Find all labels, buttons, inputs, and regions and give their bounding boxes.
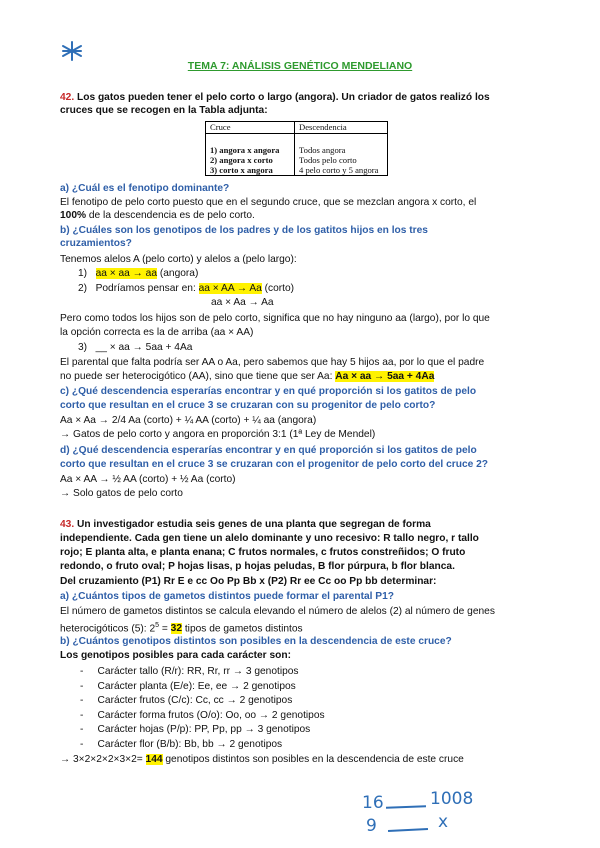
q42-b-intro: Tenemos alelos A (pelo corto) y alelos a (pelo largo):	[60, 254, 297, 265]
q42-statement-2: cruces que se recogen en la Tabla adjunta:	[60, 105, 268, 116]
q42-a-answer-2: 100% de la descendencia es de pelo corto.	[60, 210, 255, 221]
q43-a-answer-2: heterocigóticos (5): $2^5 = 32$ tipos de gametos distintos	[60, 622, 303, 635]
q43-statement-line: rojo; E planta alta, e planta enana; C frutos normales, c frutos constreñidos; O fruto	[60, 547, 466, 558]
crosses-table	[205, 121, 388, 176]
list-item: - Carácter planta (E/e): Ee, ee → 2 genotipos	[80, 680, 296, 692]
q43-a-answer: El número de gametos distintos se calcula elevando el número de alelos (2) al número de genes	[60, 606, 495, 617]
q43-b-final: → 3×2×2×2×3×2= 144 genotipos distintos son posibles en la descendencia de este cruce	[60, 754, 464, 765]
list-item: - Carácter flor (B/b): Bb, bb → 2 genotipos	[80, 738, 283, 750]
handwritten-note: 1008	[430, 789, 474, 809]
q42-d-question-2: corto que resultan en el cruce 3 se cruzaran con el progenitor de pelo corto del cruce 2?	[60, 459, 488, 470]
q42-b-item-2-alt: aa × Aa → Aa	[211, 297, 274, 308]
q43-statement-line: independiente. Cada gen tiene un alelo dominante y uno recesivo: R tallo negro, r tallo	[60, 533, 479, 544]
list-item: - Carácter frutos (C/c): Cc, cc → 2 genotipos	[80, 695, 293, 707]
q42-b-explanation: Pero como todos los hijos son de pelo corto, significa que no hay ninguno aa (largo), por lo que	[60, 313, 490, 324]
q42-d-question: d) ¿Qué descendencia esperarías encontrar y en qué proporción si los gatitos de pelo	[60, 445, 477, 456]
q43-b-subtitle: Los genotipos posibles para cada carácter son:	[60, 650, 291, 661]
q42-a-answer: El fenotipo de pelo corto puesto que en el segundo cruce, que se mezclan angora x corto, el	[60, 197, 477, 208]
handwritten-dash	[386, 805, 426, 808]
q42-d-answer-2: → Solo gatos de pelo corto	[60, 488, 183, 499]
handwritten-dash	[388, 828, 428, 832]
list-item: - Carácter hojas (P/p): PP, Pp, pp → 3 genotipos	[80, 724, 311, 736]
q42-c-answer: Aa × Aa → 2/4 Aa (corto) + ¼ AA (corto) + ¼ aa (angora)	[60, 415, 317, 426]
q43-a-question: a) ¿Cuántos tipos de gametos distintos puede formar el parental P1?	[60, 591, 394, 602]
page-title: TEMA 7: ANÁLISIS GENÉTICO MENDELIANO	[187, 60, 413, 72]
q42-c-question-2: corto que resultan en el cruce 3 se cruzaran con su progenitor de pelo corto?	[60, 400, 436, 411]
q42-c-answer-2: → Gatos de pelo corto y angora en proporción 3:1 (1ª Ley de Mendel)	[60, 429, 376, 440]
q43-b-question: b) ¿Cuántos genotipos distintos son posibles en la descendencia de este cruce?	[60, 636, 452, 647]
q42-c-question: c) ¿Qué descendencia esperarías encontrar y en qué proporción si los gatitos de pelo	[60, 386, 477, 397]
handwritten-note: x	[438, 812, 449, 832]
q42-b-explanation-2: la opción correcta es la de arriba (aa × AA)	[60, 327, 254, 338]
q42-a-question: a) ¿Cuál es el fenotipo dominante?	[60, 183, 230, 194]
q42-b-parental-2: no puede ser heterocigótico (AA), sino que tiene que ser Aa: Aa × aa → 5aa + 4Aa	[60, 371, 435, 382]
q42-b-question: b) ¿Cuáles son los genotipos de los padres y de los gatitos hijos en los tres	[60, 225, 428, 236]
q42-d-answer: Aa × AA → ½ AA (corto) + ½ Aa (corto)	[60, 474, 236, 485]
q42-statement: 42. Los gatos pueden tener el pelo corto o largo (angora). Un criador de gatos realizó los	[60, 92, 490, 103]
list-item: - Carácter forma frutos (O/o): Oo, oo → 2 genotipos	[80, 709, 325, 721]
handwritten-note: 16	[362, 793, 384, 813]
table-row: 1) angora x angora 2) angora x corto 3) corto x angora Todos angora Todos pelo corto 4 pelo corto y 5 angora	[206, 134, 388, 176]
q42-b-item-3: 3) __ × aa → 5aa + 4Aa	[78, 342, 193, 353]
q42-b-question-2: cruzamientos?	[60, 238, 132, 249]
table-header: Descendencia	[295, 122, 388, 134]
q42-b-item-1: 1) aa × aa → aa (angora)	[78, 268, 199, 279]
q43-statement-line: Del cruzamiento (P1) Rr E e cc Oo Pp Bb x (P2) Rr ee Cc oo Pp bb determinar:	[60, 576, 437, 587]
table-header: Cruce	[206, 122, 295, 134]
q42-b-parental: El parental que falta podría ser AA o Aa, pero sabemos que hay 5 hijos aa, por lo que el padre	[60, 357, 485, 368]
q43-statement-line: redondo, o fruto oval; P hojas lisas, p hojas peludas, B flor púrpura, b flor blanca.	[60, 561, 455, 572]
q42-b-item-2: 2) Podríamos pensar en: aa × AA → Aa (corto)	[78, 283, 295, 294]
q43-statement: 43. Un investigador estudia seis genes de una planta que segregan de forma	[60, 519, 431, 530]
list-item: - Carácter tallo (R/r): RR, Rr, rr → 3 genotipos	[80, 666, 299, 677]
q43-b-list	[80, 665, 325, 753]
handwritten-note: 9	[366, 816, 377, 836]
